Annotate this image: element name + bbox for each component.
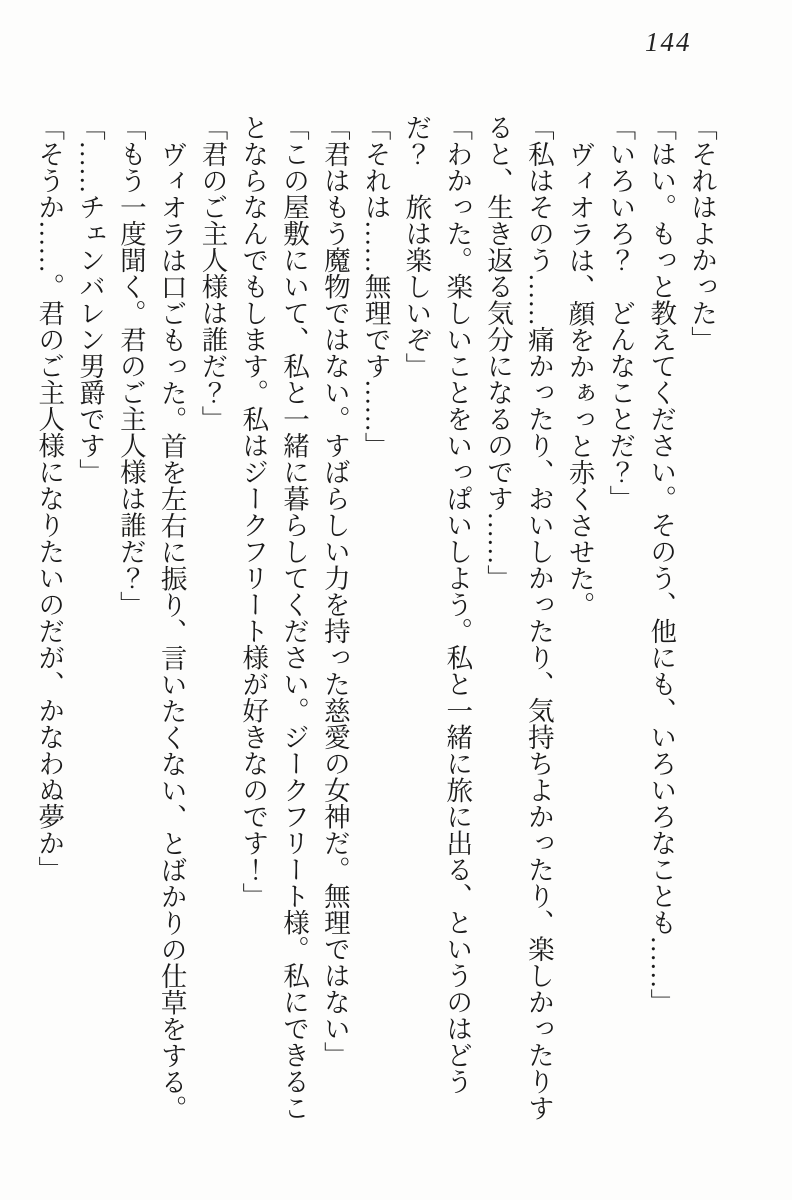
text-column: 「それは……無理です……」 bbox=[360, 114, 391, 459]
text-column: 「もう一度聞く。君のご主人様は誰だ？」 bbox=[115, 114, 146, 618]
text-column: 「君のご主人様は誰だ？」 bbox=[197, 114, 228, 432]
text-column: 「……チェンバレン男爵です」 bbox=[75, 114, 106, 485]
text-column: 「この屋敷にいて、私と一緒に暮らしてください。ジークフリート様。私にできるこ bbox=[279, 114, 310, 1121]
text-column: 「それはよかった」 bbox=[687, 114, 717, 353]
page-number: 144 bbox=[645, 27, 692, 57]
text-column: ると、生き返る気分になるのです……」 bbox=[483, 114, 514, 591]
text-column: ヴィオラは、顔をかぁっと赤くさせた。 bbox=[564, 140, 595, 618]
text-column: ヴィオラは口ごもった。首を左右に振り、言いたくない、とばかりの仕草をする。 bbox=[156, 140, 187, 1121]
text-column: 「君はもう魔物ではない。すばらしい力を持った慈愛の女神だ。無理ではない」 bbox=[319, 114, 350, 1068]
text-column: とならなんでもします。私はジークフリート様が好きなのです！」 bbox=[238, 114, 269, 909]
text-column: 「いろいろ？ どんなことだ？」 bbox=[605, 114, 636, 512]
text-column: 「私はそのう……痛かったり、おいしかったり、気持ちよかったり、楽しかったりす bbox=[523, 114, 554, 1121]
text-column: だ？ 旅は楽しいぞ」 bbox=[401, 114, 432, 379]
text-column: 「そうか……。君のご主人様になりたいのだが、かなわぬ夢か」 bbox=[34, 114, 65, 883]
text-column: 「わかった。楽しいことをいっぱいしよう。私と一緒に旅に出る、というのはどう bbox=[442, 114, 473, 1095]
vertical-text-area bbox=[28, 114, 722, 1200]
text-column: 「はい。もっと教えてください。そのう、他にも、いろいろなことも……」 bbox=[646, 114, 677, 1015]
